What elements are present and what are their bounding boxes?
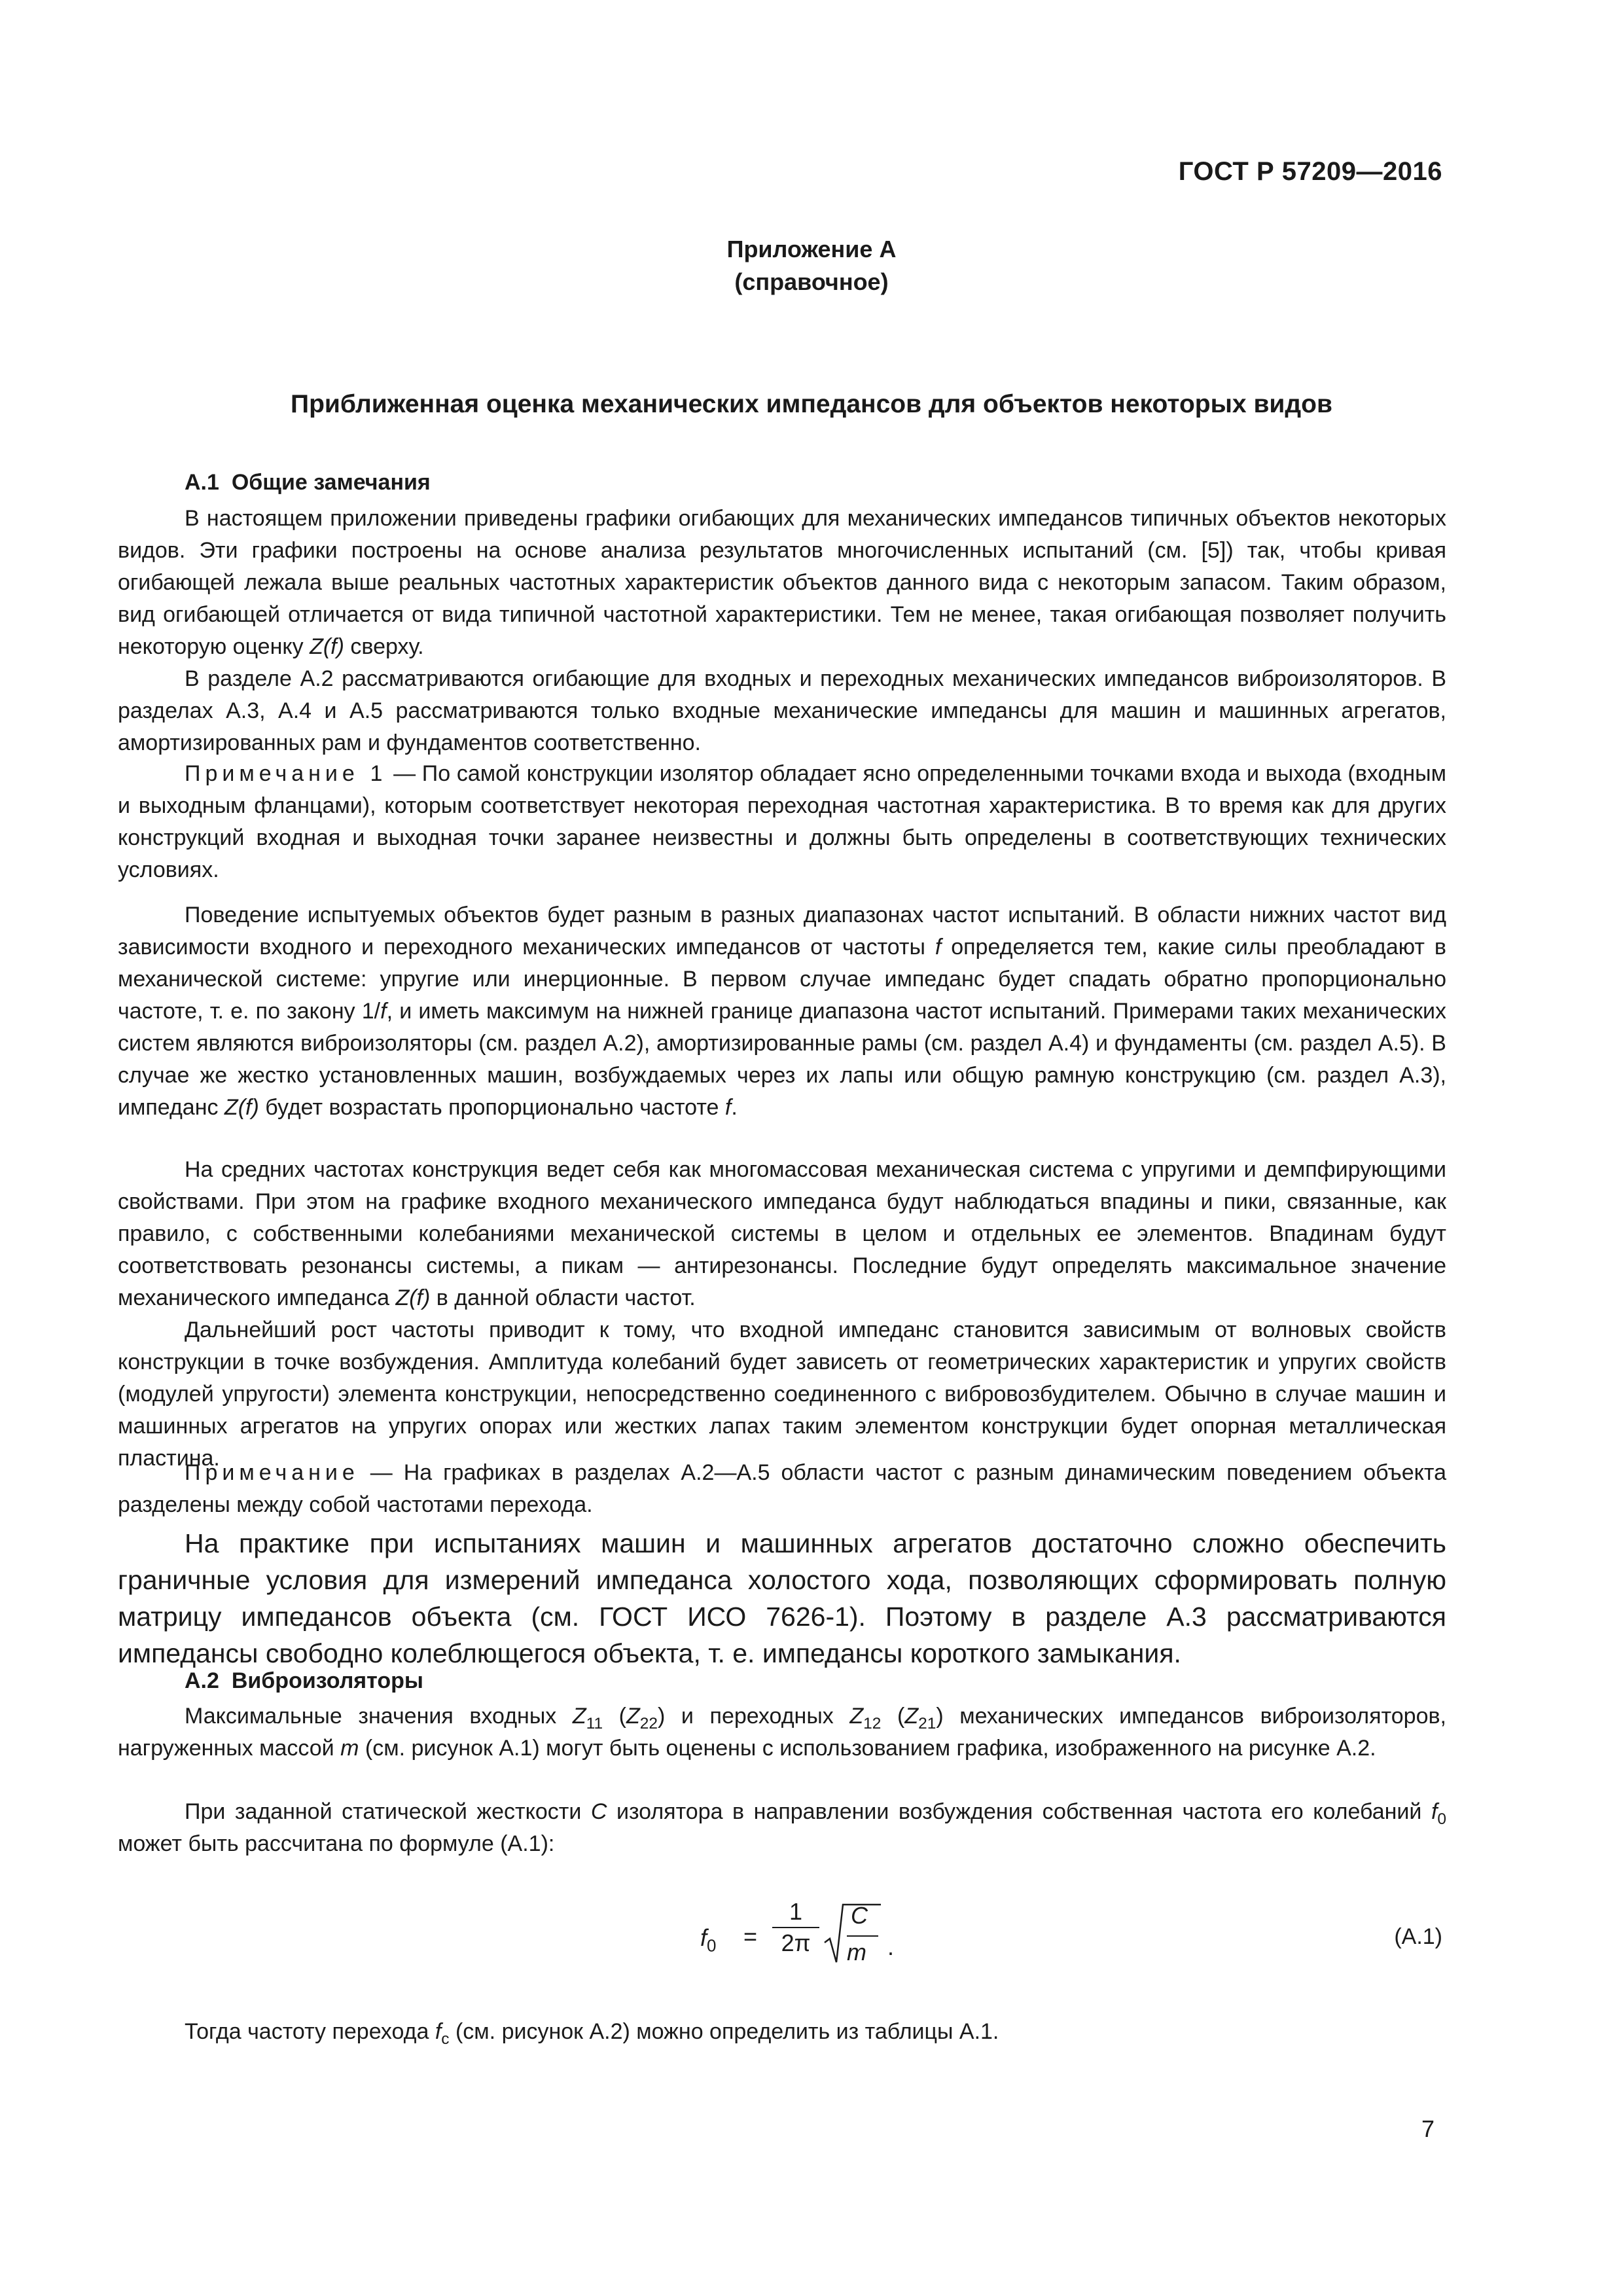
radicand-numerator: C — [851, 1902, 868, 1929]
formula-period: . — [887, 1933, 895, 1960]
formula-number: (А.1) — [1394, 1924, 1442, 1949]
section-heading-a2 — [185, 1668, 423, 1694]
paragraph: Поведение испытуемых объектов будет разным в разных диапазонах частот испытаний. В области нижних частот вид зависимости входного и переходного механических импедансов от частоты f определяется тем, какие силы преобладают в механической системе: упругие или инерционные. В первом случае импеданс будет спадать обратно пропорционально частоте, т. е. по закону 1/f, и иметь максимум на нижней границе диапазона частот испытаний. Примерами таких механических систем являются виброизоляторы (см. раздел А.2), амортизированные рамы (см. раздел А.4) и фундаменты (см. раздел А.5). В случае же жестко установленных машин, возбуждаемых через их лапы или общую рамную конструкцию (см. раздел А.3), импеданс Z(f) будет возрастать пропорционально частоте f. — [118, 903, 1446, 1120]
radicand-denominator: m — [847, 1939, 866, 1965]
fraction-numerator: 1 — [789, 1898, 803, 1925]
appendix-label: Приложение А — [726, 236, 897, 262]
appendix-kind: (справочное) — [734, 268, 889, 295]
paragraph: В разделе А.2 рассматриваются огибающие для входных и переходных механических импедансов виброизоляторов. В разделах А.3, А.4 и А.5 рассматриваются только входные механические импедансы для машин и машинных агрегатов, амортизированных рам и фундаментов соответственно. — [118, 666, 1446, 755]
formula-lhs: $f_0$ — [700, 1924, 717, 1956]
section-number: А.2 — [185, 1668, 219, 1693]
note-2: Примечание — На графиках в разделах А.2—А.5 области частот с разным динамическим поведением объекта разделены между собой частотами перехода. — [118, 1460, 1446, 1517]
paragraph: Тогда частоту перехода $f_c$ (см. рисунок А.2) можно определить из таблицы А.1. — [185, 2019, 999, 2048]
appendix-title: Приближенная оценка механических импедансов для объектов некоторых видов — [291, 390, 1332, 418]
formula-equals: = — [743, 1923, 758, 1950]
paragraph: Дальнейший рост частоты приводит к тому, что входной импеданс становится зависимым от волновых свойств конструкции в точке возбуждения. Амплитуда колебаний будет зависеть от геометрических характеристик и упругих свойств (модулей упругости) элемента конструкции, непосредственно соединенного с вибровозбудителем. Обычно в случае машин и машинных агрегатов на упругих опорах или жестких лапах таким элементом конструкции будет опорная металлическая пластина. — [118, 1318, 1446, 1471]
square-root — [823, 1902, 882, 1967]
formula-a1 — [700, 1897, 910, 1975]
note-label: Примечание — [185, 1460, 359, 1485]
paragraph: Максимальные значения входных $Z_{11}$ $(Z_{22})$ и переходных $Z_{12}$ $(Z_{21})$ механических импедансов виброизоляторов, нагруженных массой m (см. рисунок А.1) могут быть оценены с использованием графика, изображенного на рисунке А.2. — [118, 1704, 1446, 1761]
paragraph-emphasis: На практике при испытаниях машин и машинных агрегатов достаточно сложно обеспечить граничные условия для измерений импеданса холостого хода, позволяющих сформировать полную матрицу импедансов объекта (см. ГОСТ ИСО 7626-1). Поэтому в разделе А.3 рассматриваются импедансы свободно колеблющегося объекта, т. е. импедансы короткого замыкания. — [118, 1528, 1446, 1668]
formula-fraction — [772, 1897, 819, 1958]
section-heading-a1 — [185, 470, 431, 495]
note-label: Примечание 1 — [185, 761, 387, 786]
paragraph: На средних частотах конструкция ведет себя как многомассовая механическая система с упругими и демпфирующими свойствами. При этом на графике входного механического импеданса будут наблюдаться впадины и пики, связанные, как правило, с собственными колебаниями механической системы в целом и отдельных ее элементов. Впадинам будут соответствовать резонансы системы, а пикам — антирезонансы. Последние будут определять максимальное значение механического импеданса Z(f) в данной области частот. — [118, 1157, 1446, 1310]
note-1: Примечание 1 — По самой конструкции изолятор обладает ясно определенными точками входа и выхода (входным и выходным фланцами), которым соответствует некоторая переходная частотная характеристика. В то время как для других конструкций входная и выходная точки заранее неизвестны и должны быть определены в соответствующих технических условиях. — [118, 761, 1446, 882]
paragraph: В настоящем приложении приведены графики огибающих для механических импедансов типичных объектов некоторых видов. Эти графики построены на основе анализа результатов многочисленных испытаний (см. [5]) так, чтобы кривая огибающей лежала выше реальных частотных характеристик объектов данного вида с некоторым запасом. Таким образом, вид огибающей отличается от вида типичной частотной характеристики. Тем не менее, такая огибающая позволяет получить некоторую оценку Z(f) сверху. — [118, 506, 1446, 659]
section-title: Общие замечания — [231, 470, 431, 495]
section-number: А.1 — [185, 470, 219, 495]
document-id: ГОСТ Р 57209—2016 — [1178, 157, 1442, 186]
paragraph: При заданной статической жесткости C изолятора в направлении возбуждения собственная частота его колебаний $f_0$ может быть рассчитана по формуле (А.1): — [118, 1799, 1447, 1856]
fraction-denominator: 2π — [781, 1929, 811, 1956]
page-number: 7 — [1421, 2115, 1435, 2142]
section-title: Виброизоляторы — [231, 1668, 423, 1693]
